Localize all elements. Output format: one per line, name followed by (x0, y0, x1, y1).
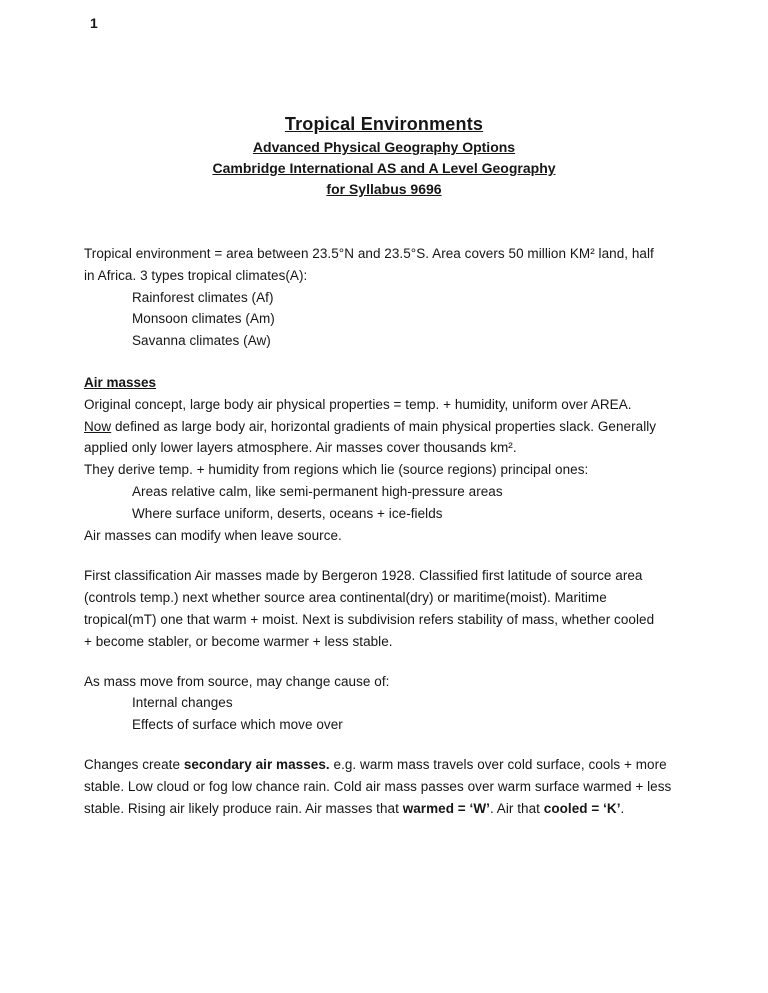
classification-line-2: (controls temp.) next whether source area continental(dry) or maritime(moist). Maritime (84, 590, 607, 606)
source-region-list-item-calm: Areas relative calm, like semi-permanent high-pressure areas (132, 483, 503, 499)
secondary-line-3-mid: . Air that (489, 800, 544, 816)
bold-warmed-w: warmed = ‘W’ (402, 800, 490, 816)
bold-secondary-air-masses: secondary air masses. (183, 756, 330, 772)
climate-list-item-savanna: Savanna climates (Aw) (132, 333, 271, 349)
secondary-line-3-text: stable. Rising air likely produce rain. Air masses that (84, 800, 403, 816)
secondary-line-1 (84, 754, 684, 776)
secondary-masses-paragraph (84, 754, 684, 819)
air-masses-heading: Air masses (84, 374, 157, 390)
mass-change-line-1: As mass move from source, may change cause of: (84, 673, 390, 689)
classification-line-3: tropical(mT) one that warm + moist. Next is subdivision refers stability of mass, whether cooled (84, 611, 655, 627)
air-masses-line-5: Air masses can modify when leave source. (84, 527, 342, 543)
air-masses-line-4: They derive temp. + humidity from regions which lie (source regions) principal ones: (84, 462, 589, 478)
secondary-line-3 (84, 798, 684, 820)
page-number: 1 (90, 15, 98, 31)
source-region-list-item-uniform: Where surface uniform, deserts, oceans + ice-fields (132, 505, 443, 521)
air-masses-line-2-rest: defined as large body air, horizontal gradients of main physical properties slack. Generally (111, 418, 657, 434)
secondary-line-1-rest: e.g. warm mass travels over cold surface, cools + more (329, 756, 667, 772)
mass-change-list-item-internal: Internal changes (132, 695, 233, 711)
secondary-line-2: stable. Low cloud or fog low chance rain. Cold air mass passes over warm surface warmed + less (84, 778, 672, 794)
underlined-word-now: Now (84, 418, 112, 434)
air-masses-line-2 (84, 416, 684, 438)
classification-line-1: First classification Air masses made by Bergeron 1928. Classified first latitude of source area (84, 568, 643, 584)
air-masses-line-1: Original concept, large body air physical properties = temp. + humidity, uniform over AREA. (84, 396, 632, 412)
secondary-line-3-end: . (620, 800, 625, 816)
classification-line-4: + become stabler, or become warmer + less stable. (84, 633, 393, 649)
document-subtitle-cambridge: Cambridge International AS and A Level Geography (212, 160, 556, 176)
secondary-line-1-text: Changes create (84, 756, 184, 772)
air-masses-section (84, 372, 684, 546)
mass-change-list-item-surface: Effects of surface which move over (132, 717, 343, 733)
intro-paragraph (84, 243, 684, 352)
climate-list-item-rainforest: Rainforest climates (Af) (132, 289, 274, 305)
document-header (84, 111, 684, 200)
document-subtitle-options: Advanced Physical Geography Options (252, 139, 516, 155)
bold-cooled-k: cooled = ‘K’ (543, 800, 621, 816)
intro-line-2: in Africa. 3 types tropical climates(A): (84, 267, 308, 283)
climate-list-item-monsoon: Monsoon climates (Am) (132, 311, 275, 327)
document-subtitle-syllabus: for Syllabus 9696 (326, 181, 442, 197)
intro-line-1: Tropical environment = area between 23.5°N and 23.5°S. Area covers 50 million KM² land, half (84, 246, 654, 261)
air-masses-line-3: applied only lower layers atmosphere. Air masses cover thousands km². (84, 440, 517, 456)
document-title: Tropical Environments (284, 114, 484, 134)
mass-change-paragraph (84, 671, 684, 736)
classification-paragraph (84, 565, 684, 652)
